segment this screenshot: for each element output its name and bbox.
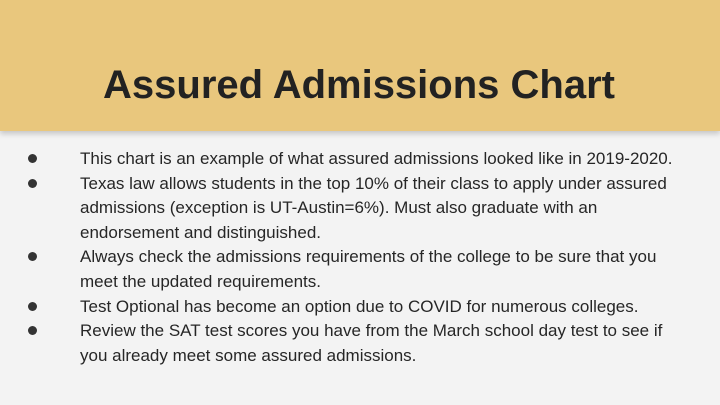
- bullet-text: Always check the admissions requirements of the college to be sure that you meet the updated requirements.: [80, 247, 657, 291]
- slide-title: Assured Admissions Chart: [103, 63, 615, 107]
- title-band: [0, 0, 720, 131]
- bullet-item: [28, 245, 688, 294]
- bullet-dot-icon: [28, 154, 37, 163]
- bullet-item: [28, 319, 688, 368]
- bullet-text: Review the SAT test scores you have from the March school day test to see if you already meet some assured admissions.: [80, 321, 663, 365]
- bullet-dot-icon: [28, 252, 37, 261]
- bullet-text: Texas law allows students in the top 10% of their class to apply under assured admissions (exception is UT-Austin=6%). Must also graduate with an endorsement and distinguished.: [80, 173, 667, 242]
- bullet-dot-icon: [28, 179, 37, 188]
- bullet-item: [28, 172, 688, 246]
- bullet-item: [28, 295, 688, 320]
- bullet-dot-icon: [28, 302, 37, 311]
- bullet-text: Test Optional has become an option due to COVID for numerous colleges.: [80, 296, 639, 316]
- bullet-dot-icon: [28, 326, 37, 335]
- bullet-list: [28, 147, 688, 368]
- bullet-text: This chart is an example of what assured admissions looked like in 2019-2020.: [80, 149, 673, 168]
- bullet-item: [28, 147, 688, 172]
